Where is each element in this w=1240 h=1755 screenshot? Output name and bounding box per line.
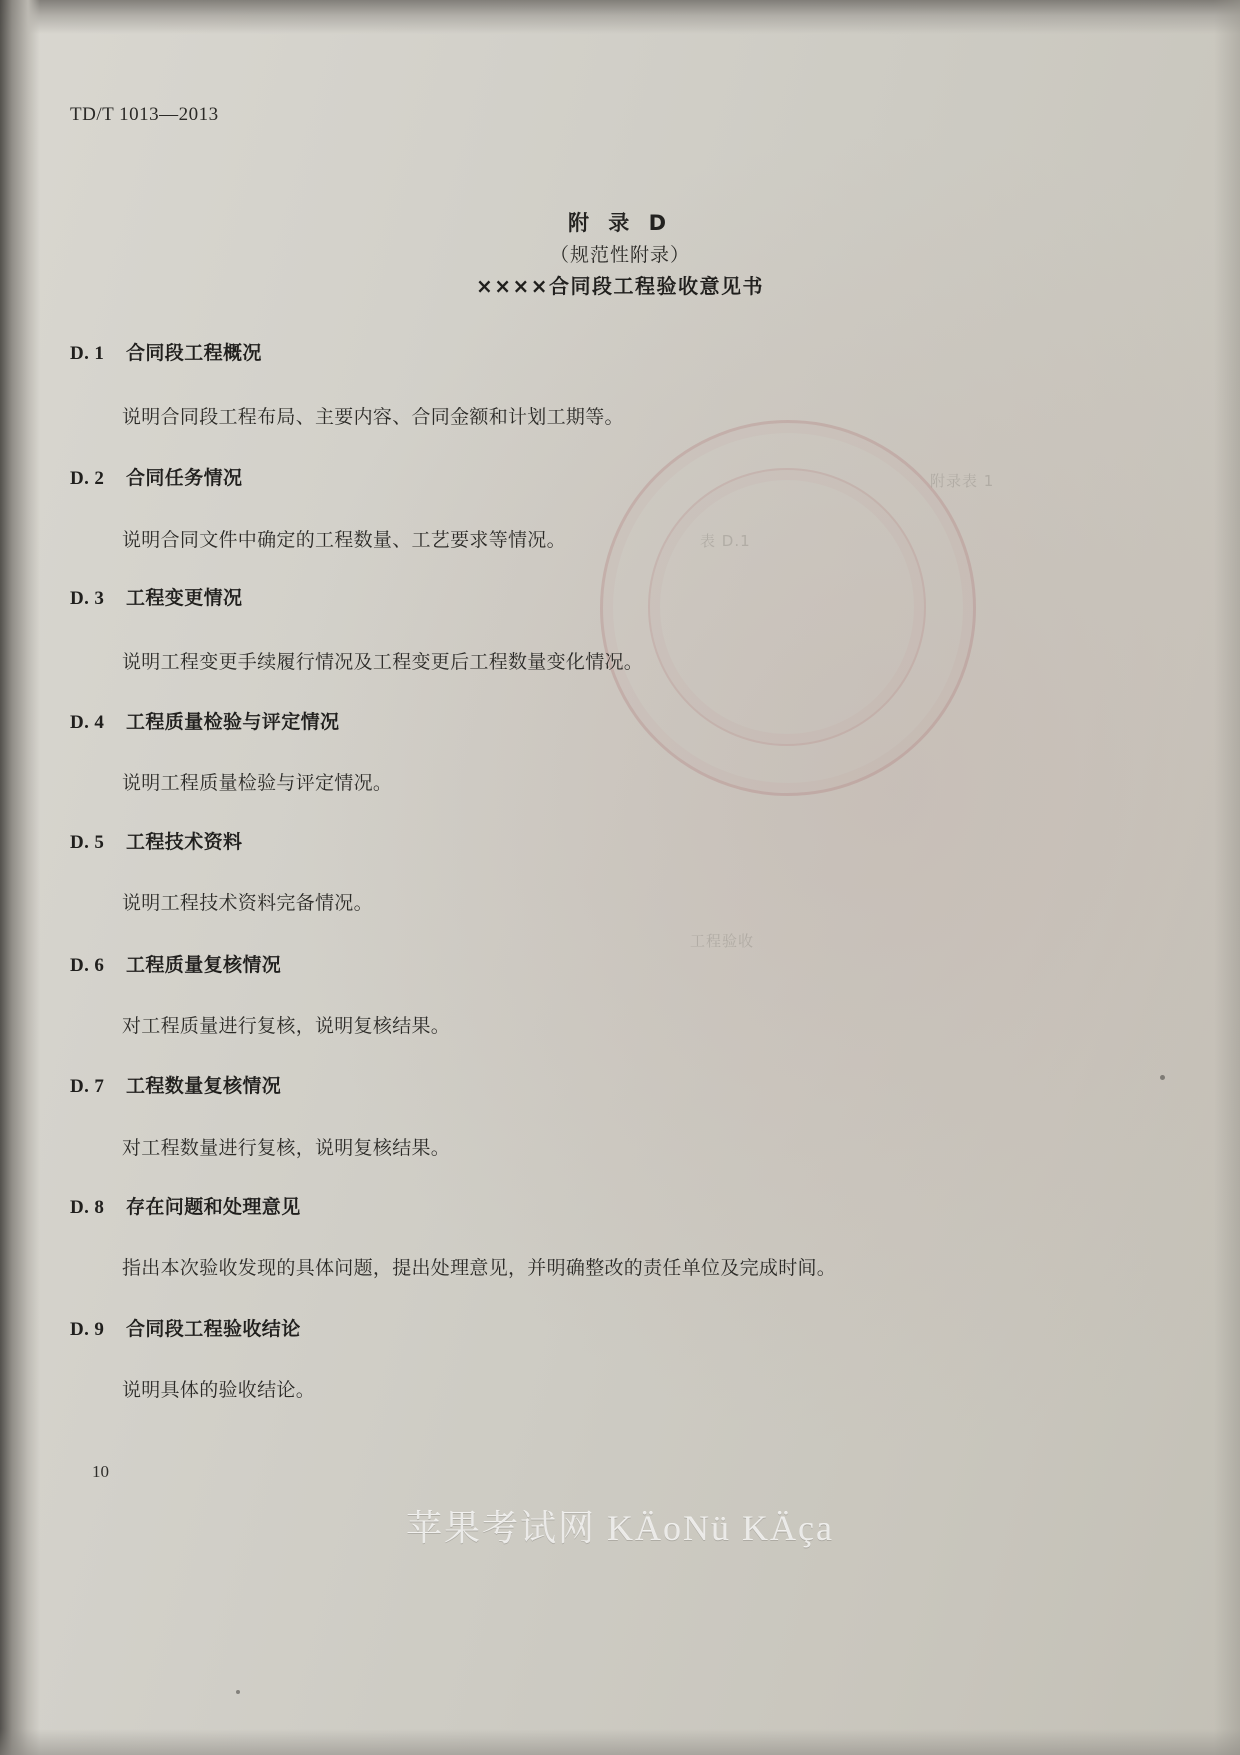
- section-number-3: D. 3: [70, 588, 105, 609]
- ghost-text: 工程验收: [690, 932, 755, 950]
- section-number-6: D. 6: [70, 955, 105, 976]
- section-number-4: D. 4: [70, 712, 105, 733]
- section-title-8: 存在问题和处理意见: [126, 1196, 301, 1218]
- section-number-8: D. 8: [70, 1197, 105, 1218]
- section-number-9: D. 9: [70, 1319, 105, 1340]
- watermark: 苹果考试网 KÄoNü KÄçа: [406, 1508, 834, 1548]
- section-heading-1: [70, 338, 262, 365]
- section-heading-8: [70, 1192, 301, 1219]
- section-body-2: 说明合同文件中确定的工程数量、工艺要求等情况。: [122, 529, 566, 551]
- section-heading-4: [70, 707, 339, 734]
- section-body-6: 对工程质量进行复核，说明复核结果。: [122, 1015, 451, 1037]
- section-heading-9: [70, 1314, 301, 1341]
- section-body-3: 说明工程变更手续履行情况及工程变更后工程数量变化情况。: [122, 651, 644, 673]
- section-title-6: 工程质量复核情况: [126, 954, 282, 976]
- section-body-8: 指出本次验收发现的具体问题，提出处理意见，并明确整改的责任单位及完成时间。: [122, 1257, 837, 1279]
- section-title-2: 合同任务情况: [126, 467, 243, 489]
- section-heading-6: [70, 950, 281, 977]
- section-number-1: D. 1: [70, 343, 105, 364]
- ghost-text: 表 D.1: [700, 532, 751, 550]
- section-title-4: 工程质量检验与评定情况: [126, 711, 340, 733]
- section-title-3: 工程变更情况: [126, 587, 243, 609]
- section-heading-3: [70, 583, 242, 610]
- section-heading-5: [70, 827, 242, 854]
- section-title-9: 合同段工程验收结论: [126, 1318, 301, 1340]
- section-heading-7: [70, 1071, 281, 1098]
- page-number: 10: [92, 1462, 109, 1481]
- appendix-kind: （规范性附录）: [549, 244, 690, 266]
- section-number-7: D. 7: [70, 1076, 105, 1097]
- section-body-7: 对工程数量进行复核，说明复核结果。: [122, 1137, 451, 1159]
- section-title-5: 工程技术资料: [126, 831, 243, 853]
- section-number-5: D. 5: [70, 832, 105, 853]
- ghost-text: 附录表 1: [930, 472, 995, 490]
- appendix-title: ××××合同段工程验收意见书: [475, 274, 765, 298]
- section-title-7: 工程数量复核情况: [126, 1075, 282, 1097]
- section-body-5: 说明工程技术资料完备情况。: [122, 892, 373, 914]
- section-body-4: 说明工程质量检验与评定情况。: [122, 772, 393, 794]
- section-title-1: 合同段工程概况: [126, 342, 262, 364]
- section-body-1: 说明合同段工程布局、主要内容、合同金额和计划工期等。: [122, 406, 624, 428]
- section-body-9: 说明具体的验收结论。: [122, 1379, 316, 1401]
- section-number-2: D. 2: [70, 468, 105, 489]
- section-heading-2: [70, 463, 242, 490]
- document-code: TD/T 1013—2013: [70, 104, 219, 125]
- appendix-label: 附 录 D: [567, 211, 673, 235]
